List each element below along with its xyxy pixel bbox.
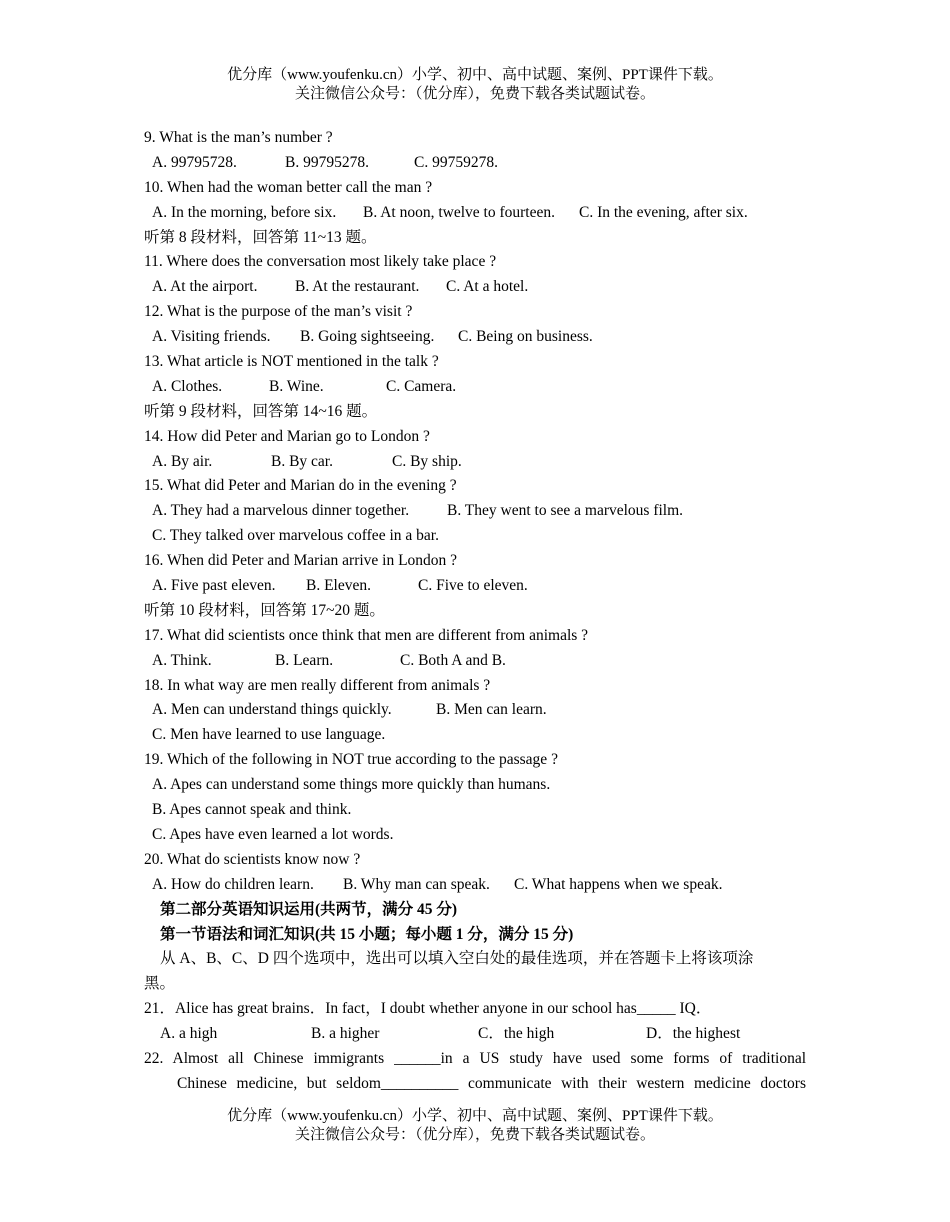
question-21-option-b: B. a higher	[311, 1025, 380, 1043]
question-9-option-a: A. 99795728.	[152, 153, 237, 171]
question-17-option-a: A. Think.	[152, 651, 212, 669]
question-16-options	[144, 574, 806, 599]
question-10-option-a: A. In the morning, before six.	[152, 203, 337, 221]
part-2-title: 第二部分英语知识运用(共两节，满分 45 分)	[160, 900, 458, 918]
question-12-options	[144, 325, 806, 350]
header-line-2: 关注微信公众号：（优分库），免费下载各类试题试卷。	[294, 86, 655, 102]
question-20-options	[144, 873, 806, 898]
question-20-option-a: A. How do children learn.	[152, 875, 314, 893]
footer-line-1: 优分库（www.youfenku.cn）小学、初中、高中试题、案例、PPT课件下载。	[227, 1108, 723, 1124]
question-11-option-c: C. At a hotel.	[446, 278, 529, 296]
question-15-option-b: B. They went to see a marvelous film.	[447, 502, 684, 520]
question-14-option-c: C. By ship.	[392, 452, 462, 470]
section-10-instruction: 听第 10 段材料，回答第 17~20 题。	[144, 601, 385, 619]
question-21-option-a: A. a high	[160, 1025, 218, 1043]
question-19-option-a: A. Apes can understand some things more quickly than humans.	[152, 776, 551, 794]
question-18-option-c: C. Men have learned to use language.	[152, 726, 386, 744]
question-13-option-b: B. Wine.	[269, 377, 324, 395]
question-16-option-c: C. Five to eleven.	[418, 577, 528, 595]
part-2-instruction-line-1: 从 A、B、C、D 四个选项中，选出可以填入空白处的最佳选项，并在答题卡上将该项涂	[160, 950, 754, 968]
question-21-option-d: D．the highest	[646, 1025, 741, 1043]
question-10-option-c: C. In the evening, after six.	[579, 203, 748, 221]
exam-body	[144, 126, 806, 1097]
question-13-option-a: A. Clothes.	[152, 377, 223, 395]
question-15-option-c: C. They talked over marvelous coffee in a bar.	[152, 527, 439, 545]
question-15-option-a: A. They had a marvelous dinner together.	[152, 502, 410, 520]
question-22-line-1: 22. Almost all Chinese immigrants ______in a US study have used some forms of traditional	[144, 1049, 806, 1067]
question-9-option-c: C. 99759278.	[414, 153, 498, 171]
question-13-stem: 13. What article is NOT mentioned in the talk ?	[144, 353, 439, 371]
question-18-stem: 18. In what way are men really different from animals ?	[144, 676, 491, 694]
question-17-options	[144, 649, 806, 674]
question-22-line-2: Chinese medicine, but seldom__________ communicate with their western medicine doctors	[177, 1074, 806, 1092]
question-15-options	[144, 499, 806, 524]
question-16-stem: 16. When did Peter and Marian arrive in London ?	[144, 552, 458, 570]
page-header	[0, 66, 950, 104]
question-11-option-b: B. At the restaurant.	[295, 278, 420, 296]
question-17-option-b: B. Learn.	[275, 651, 334, 669]
question-21-options	[144, 1022, 806, 1047]
part-2-section-1-title: 第一节语法和词汇知识(共 15 小题；每小题 1 分，满分 15 分)	[160, 925, 574, 943]
question-18-option-a: A. Men can understand things quickly.	[152, 701, 392, 719]
question-20-stem: 20. What do scientists know now ?	[144, 850, 361, 868]
question-14-option-b: B. By car.	[271, 452, 333, 470]
question-10-option-b: B. At noon, twelve to fourteen.	[363, 203, 555, 221]
question-19-stem: 19. Which of the following in NOT true according to the passage ?	[144, 751, 558, 769]
question-15-stem: 15. What did Peter and Marian do in the evening ?	[144, 477, 457, 495]
question-16-option-b: B. Eleven.	[306, 577, 371, 595]
question-13-options	[144, 375, 806, 400]
question-11-option-a: A. At the airport.	[152, 278, 258, 296]
question-9-options	[144, 151, 806, 176]
footer-line-2: 关注微信公众号：（优分库），免费下载各类试题试卷。	[294, 1127, 655, 1143]
question-14-options	[144, 450, 806, 475]
section-8-instruction: 听第 8 段材料，回答第 11~13 题。	[144, 228, 377, 246]
question-13-option-c: C. Camera.	[386, 377, 457, 395]
section-9-instruction: 听第 9 段材料，回答第 14~16 题。	[144, 402, 378, 420]
question-20-option-c: C. What happens when we speak.	[514, 875, 723, 893]
page-footer	[0, 1107, 950, 1145]
question-19-option-c: C. Apes have even learned a lot words.	[152, 825, 394, 843]
question-12-option-b: B. Going sightseeing.	[300, 328, 435, 346]
question-16-option-a: A. Five past eleven.	[152, 577, 276, 595]
question-14-option-a: A. By air.	[152, 452, 213, 470]
question-9-stem: 9. What is the man’s number ?	[144, 129, 333, 146]
question-17-stem: 17. What did scientists once think that men are different from animals ?	[144, 626, 589, 644]
header-line-1: 优分库（www.youfenku.cn）小学、初中、高中试题、案例、PPT课件下载。	[227, 67, 723, 83]
question-10-stem: 10. When had the woman better call the man ?	[144, 178, 433, 196]
question-17-option-c: C. Both A and B.	[400, 651, 506, 669]
question-11-options	[144, 275, 806, 300]
question-21-stem: 21．Alice has great brains．In fact，I doubt whether anyone in our school has_____ IQ．	[144, 1000, 712, 1018]
question-9-option-b: B. 99795278.	[285, 153, 369, 171]
question-18-option-b: B. Men can learn.	[436, 701, 547, 719]
question-10-options	[144, 201, 806, 226]
question-11-stem: 11. Where does the conversation most likely take place ?	[144, 253, 497, 271]
question-20-option-b: B. Why man can speak.	[343, 875, 490, 893]
question-19-option-b: B. Apes cannot speak and think.	[152, 801, 352, 819]
part-2-instruction-line-2: 黑。	[144, 975, 176, 993]
question-12-option-a: A. Visiting friends.	[152, 328, 271, 346]
question-18-options	[144, 698, 806, 723]
question-14-stem: 14. How did Peter and Marian go to London ?	[144, 427, 430, 445]
question-21-option-c: C．the high	[478, 1025, 555, 1043]
question-12-option-c: C. Being on business.	[458, 328, 593, 346]
question-12-stem: 12. What is the purpose of the man’s visit ?	[144, 303, 413, 321]
